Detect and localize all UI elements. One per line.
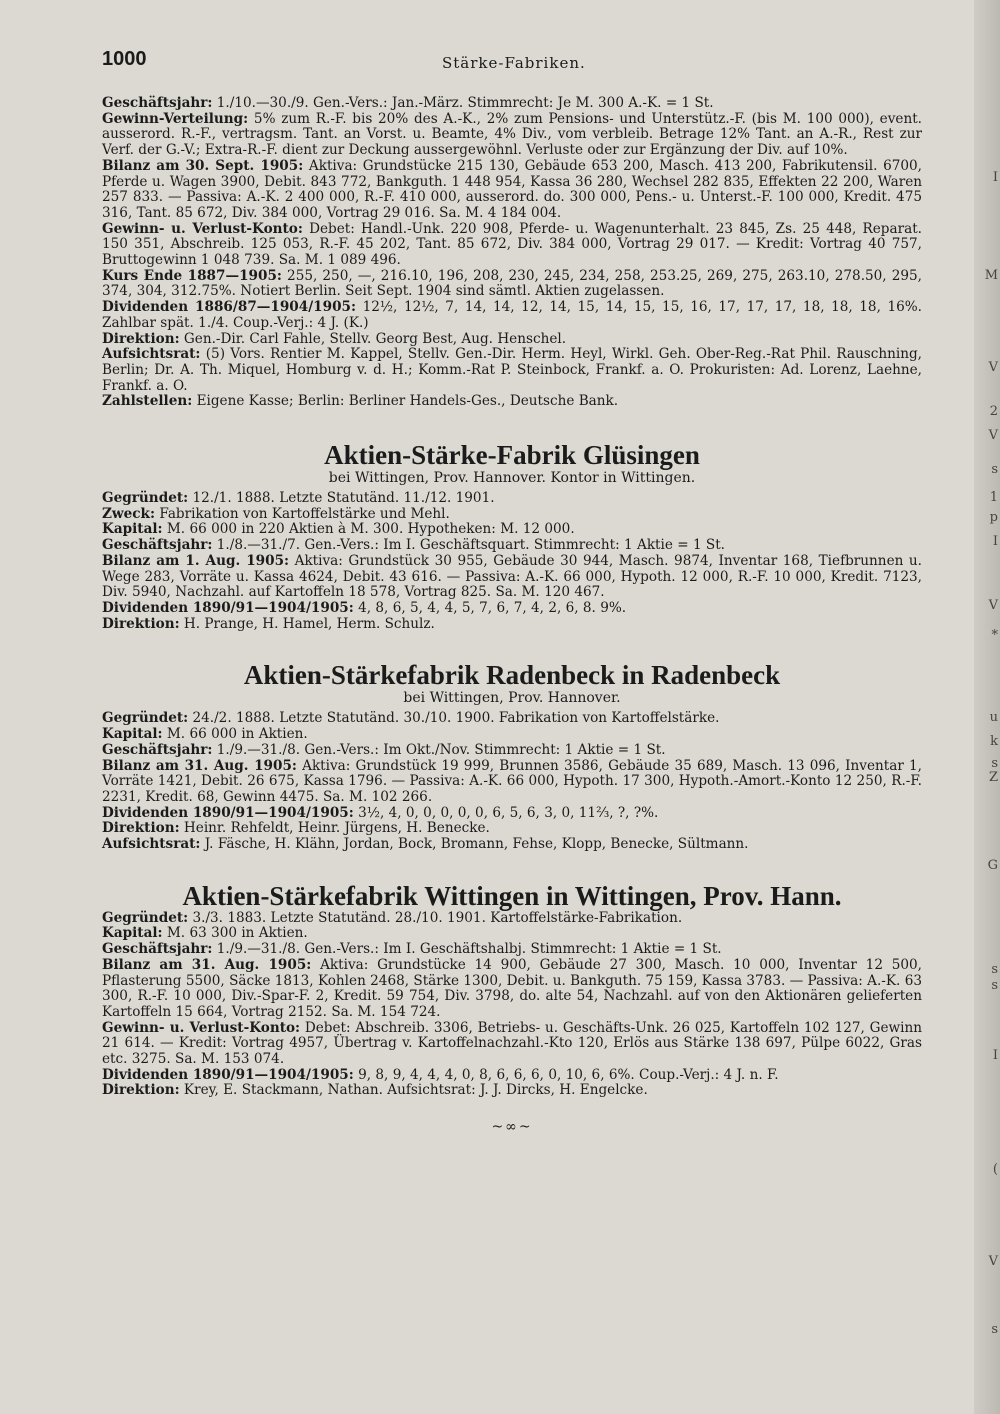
- field-label: Bilanz am 31. Aug. 1905:: [102, 757, 297, 774]
- entry-paragraph: [102, 347, 922, 394]
- field-label: Zweck:: [102, 505, 155, 522]
- company-title: Aktien-Stärke-Fabrik Glüsingen: [324, 440, 700, 471]
- entry-paragraph: [102, 159, 922, 222]
- entry-paragraph: [102, 222, 922, 269]
- margin-letter: G: [987, 858, 998, 873]
- field-label: Direktion:: [102, 615, 180, 632]
- field-label: Gegründet:: [102, 710, 189, 727]
- field-label: Direktion:: [102, 1082, 180, 1099]
- adjacent-page-letters: [986, 0, 1000, 1414]
- field-text: 12./1. 1888. Letzte Statutänd. 11./12. 1901.: [188, 490, 495, 507]
- field-label: Kapital:: [102, 726, 163, 743]
- field-label: Bilanz am 1. Aug. 1905:: [102, 552, 290, 569]
- field-label: Dividenden 1890/91—1904/1905:: [102, 804, 354, 821]
- margin-letter: 2: [989, 404, 998, 419]
- margin-letter: V: [988, 598, 998, 613]
- margin-letter: s: [991, 1322, 998, 1337]
- field-text: 1./9.—31./8. Gen.-Vers.: Im Okt./Nov. Stimmrecht: 1 Aktie = 1 St.: [212, 741, 666, 758]
- entry-paragraph: [102, 711, 922, 727]
- field-text: M. 63 300 in Aktien.: [162, 925, 308, 942]
- margin-letter: V: [988, 360, 998, 375]
- field-label: Aufsichtsrat:: [102, 836, 201, 853]
- field-label: Aufsichtsrat:: [102, 346, 201, 363]
- field-label: Dividenden 1886/87—1904/1905:: [102, 299, 357, 316]
- entry-paragraph: [102, 911, 922, 927]
- page-number: 1000: [102, 48, 147, 70]
- margin-letter: p: [989, 510, 998, 525]
- field-text: Debet: Handl.-Unk. 220 908, Pferde- u. Wagenunterhalt. 23 845, Zs. 25 448, Reparat. 150 351, Abschreib. 125 053, R.-F. 45 202, Tant. 85 672, Div. 384 000, Vortrag 29 017. — Kredit: Vortrag 40 757, Bruttogewinn 1 048 739. Sa. M. 1 089 496.: [102, 220, 922, 269]
- footer-ornament: ~∞~: [491, 1119, 533, 1136]
- field-text: Aktiva: Grundstücke 14 900, Gebäude 27 300, Masch. 10 000, Inventar 12 500, Pflasterung 5500, Säcke 1813, Kohlen 2468, Stärke 1300, Debit. u. Bankguth. 75 159, Kassa 3783. — Passiva: A.-K. 63 300, R.-F. 10 000, Div.-Spar-F. 2, Kredit. 59 754, Div. 3798, do. alte 54, Nachzahl. auf von den Aktionären gelieferten Kartoffeln 15 664, Vortrag 2152. Sa. M. 154 724.: [102, 956, 922, 1020]
- field-text: 1./10.—30./9. Gen.-Vers.: Jan.-März. Stimmrecht: Je M. 300 A.-K. = 1 St.: [212, 95, 714, 111]
- margin-letter: *: [991, 628, 998, 643]
- entry-paragraph: [102, 958, 922, 1021]
- entry-paragraph: [102, 491, 922, 507]
- entry-paragraph: [102, 806, 922, 822]
- field-text: 12½, 12½, 7, 14, 14, 12, 14, 15, 14, 15, 15, 16, 17, 17, 17, 18, 18, 18, 16%. Zahlbar spät. 1./4. Coup.-Verj.: 4 J. (K.): [102, 299, 922, 331]
- entry-paragraph: [102, 1021, 922, 1068]
- entry-paragraph: [102, 727, 922, 743]
- field-text: J. Fäsche, H. Klähn, Jordan, Bock, Bromann, Fehse, Klopp, Benecke, Sültmann.: [200, 836, 749, 853]
- field-label: Kapital:: [102, 925, 163, 942]
- field-label: Gewinn- u. Verlust-Konto:: [102, 220, 303, 237]
- margin-letter: M: [984, 268, 998, 283]
- field-text: Debet: Abschreib. 3306, Betriebs- u. Geschäfts-Unk. 26 025, Kartoffeln 102 127, Gewinn 21 614. — Kredit: Vortrag 4957, Übertrag v. Kartoffelnachzahl.-Kto 120, Erlös aus Stärke 138 697, Pülpe 6022, Gras etc. 3275. Sa. M. 153 074.: [102, 1019, 922, 1068]
- field-label: Kurs Ende 1887—1905:: [102, 267, 282, 284]
- entry-paragraph: [102, 300, 922, 331]
- field-text: Aktiva: Grundstücke 215 130, Gebäude 653 200, Masch. 413 200, Fabrikutensil. 6700, Pferde u. Wagen 3900, Debit. 843 772, Bankguth. 1 448 954, Kassa 36 280, Wechsel 282 835, Effekten 22 200, Waren 257 833. — Passiva: A.-K. 2 400 000, R.-F. 410 000, ausserord. do. 300 000, Pens.- u. Unterst.-F. 100 000, Kredit. 475 316, Tant. 85 672, Div. 384 000, Vortrag 29 016. Sa. M. 4 184 004.: [102, 157, 922, 221]
- company-section-radenbeck: [102, 660, 922, 852]
- entry-paragraph: [102, 942, 922, 958]
- entry-paragraph: [102, 507, 922, 523]
- field-label: Bilanz am 31. Aug. 1905:: [102, 956, 312, 973]
- margin-letter: V: [988, 428, 998, 443]
- field-text: 1./8.—31./7. Gen.-Vers.: Im I. Geschäftsquart. Stimmrecht: 1 Aktie = 1 St.: [212, 537, 726, 554]
- entry-paragraph: [102, 394, 922, 410]
- field-text: 255, 250, —, 216.10, 196, 208, 230, 245, 234, 258, 253.25, 269, 275, 263.10, 278.50, 295, 374, 304, 312.75%. Notiert Berlin. Seit Sept. 1904 sind sämtl. Aktien zugelassen.: [102, 267, 923, 300]
- company-details: [102, 711, 922, 852]
- entry-paragraph: [102, 269, 922, 300]
- entry-paragraph: [102, 601, 922, 617]
- field-text: 1./9.—31./8. Gen.-Vers.: Im I. Geschäftshalbj. Stimmrecht: 1 Aktie = 1 St.: [212, 941, 722, 958]
- margin-letter: s: [991, 962, 998, 977]
- entry-paragraph: [102, 617, 922, 633]
- entry-paragraph: [102, 522, 922, 538]
- field-label: Kapital:: [102, 521, 163, 538]
- margin-letter: s: [991, 462, 998, 477]
- field-label: Geschäftsjahr:: [102, 95, 213, 111]
- page-content: [102, 48, 922, 1135]
- entry-paragraph: [102, 1083, 922, 1099]
- company-section-wittingen: [102, 881, 922, 1099]
- field-label: Gewinn- u. Verlust-Konto:: [102, 1019, 301, 1036]
- field-text: Aktiva: Grundstück 19 999, Brunnen 3586, Gebäude 35 689, Masch. 13 096, Inventar 1, Vorräte 1421, Debit. 26 675, Kassa 1796. — Passiva: A.-K. 66 000, Hypoth. 17 300, Hypoth.-Amort.-Konto 12 250, R.-F. 2231, Kredit. 68, Gewinn 4475. Sa. M. 102 266.: [102, 757, 922, 805]
- margin-letter: 1: [989, 490, 998, 505]
- field-label: Gegründet:: [102, 490, 189, 507]
- company-subtitle: bei Wittingen, Prov. Hannover. Kontor in Wittingen.: [328, 470, 696, 487]
- company-title: Aktien-Stärkefabrik Radenbeck in Radenbeck: [243, 660, 781, 691]
- field-text: 5% zum R.-F. bis 20% des A.-K., 2% zum Pensions- und Unterstütz.-F. (bis M. 100 000), event. ausserord. R.-F., vertragsm. Tant. an Vorst. u. Beamte, 4% Div., vom verbleib. Betrage 12% Tant. an A.-R., Rest zur Verf. der G.-V.; Extra-R.-F. dient zur Deckung aussergewöhnl. Verluste oder zur Ergänzung der Div. auf 10%.: [102, 110, 922, 159]
- field-text: (5) Vors. Rentier M. Kappel, Stellv. Gen.-Dir. Herm. Heyl, Wirkl. Geh. Ober-Reg.-Rat Phil. Rauschning, Berlin; Dr. A. Th. Miquel, Homburg v. d. H.; Komm.-Rat P. Steinbock, Frankf. a. O. Prokuristen: Ad. Lorenz, Laehne, Frankf. a. O.: [102, 346, 922, 394]
- field-text: Heinr. Rehfeldt, Heinr. Jürgens, H. Benecke.: [179, 820, 490, 837]
- entry-paragraph: [102, 743, 922, 759]
- margin-letter: V: [988, 1254, 998, 1269]
- field-text: 24./2. 1888. Letzte Statutänd. 30./10. 1900. Fabrikation von Kartoffelstärke.: [188, 710, 720, 727]
- field-text: Fabrikation von Kartoffelstärke und Mehl.: [155, 505, 450, 522]
- field-label: Direktion:: [102, 820, 180, 837]
- margin-letter: k: [990, 734, 998, 749]
- company-details: [102, 491, 922, 632]
- field-label: Geschäftsjahr:: [102, 741, 213, 758]
- page-header: [102, 48, 922, 74]
- margin-letter: s: [991, 756, 998, 771]
- field-label: Direktion:: [102, 330, 180, 347]
- field-text: H. Prange, H. Hamel, Herm. Schulz.: [179, 615, 435, 632]
- entry-paragraph: [102, 554, 922, 601]
- entry-paragraph: [102, 926, 922, 942]
- field-label: Bilanz am 30. Sept. 1905:: [102, 157, 304, 174]
- entry-paragraph: [102, 112, 922, 159]
- field-label: Gegründet:: [102, 909, 189, 926]
- field-label: Zahlstellen:: [102, 393, 193, 410]
- field-label: Gewinn-Verteilung:: [102, 110, 249, 127]
- margin-letter: I: [992, 534, 998, 549]
- field-label: Geschäftsjahr:: [102, 537, 213, 554]
- entry-continued: [102, 96, 922, 410]
- entry-paragraph: [102, 837, 922, 853]
- entry-paragraph: [102, 1068, 922, 1084]
- field-text: M. 66 000 in 220 Aktien à M. 300. Hypotheken: M. 12 000.: [162, 521, 575, 538]
- entry-paragraph: [102, 96, 922, 112]
- entry-paragraph: [102, 759, 922, 806]
- field-label: Dividenden 1890/91—1904/1905:: [102, 1066, 354, 1083]
- field-text: 3./3. 1883. Letzte Statutänd. 28./10. 1901. Kartoffelstärke-Fabrikation.: [188, 909, 683, 926]
- entry-paragraph: [102, 821, 922, 837]
- entry-paragraph: [102, 538, 922, 554]
- field-text: 9, 8, 9, 4, 4, 4, 0, 8, 6, 6, 6, 0, 10, 6, 6%. Coup.-Verj.: 4 J. n. F.: [353, 1066, 779, 1083]
- margin-letter: (: [992, 1162, 998, 1177]
- field-text: Aktiva: Grundstück 30 955, Gebäude 30 944, Masch. 9874, Inventar 168, Tiefbrunnen u. Wege 283, Vorräte u. Kassa 4624, Debit. 43 616. — Passiva: A.-K. 66 000, Hypoth. 12 000, R.-F. 10 000, Kredit. 7123, Div. 5940, Nachzahl. auf Kartoffeln 18 578, Vortrag 825. Sa. M. 120 467.: [102, 552, 923, 601]
- margin-letter: s: [991, 978, 998, 993]
- entry-paragraph: [102, 332, 922, 348]
- field-text: M. 66 000 in Aktien.: [162, 726, 308, 743]
- field-label: Geschäftsjahr:: [102, 941, 213, 958]
- company-details: [102, 911, 922, 1099]
- margin-letter: u: [989, 710, 998, 725]
- company-subtitle: bei Wittingen, Prov. Hannover.: [403, 690, 621, 707]
- company-section-gluesingen: [102, 440, 922, 632]
- margin-letter: Z: [988, 770, 998, 785]
- field-text: 3½, 4, 0, 0, 0, 0, 0, 6, 5, 6, 3, 0, 11⅔, ?, ?%.: [353, 804, 659, 821]
- running-head: Stärke-Fabriken.: [442, 54, 586, 72]
- company-title: Aktien-Stärkefabrik Wittingen in Wittingen, Prov. Hann.: [182, 880, 842, 911]
- margin-letter: I: [992, 170, 998, 185]
- field-text: Eigene Kasse; Berlin: Berliner Handels-Ges., Deutsche Bank.: [192, 393, 619, 410]
- field-text: Krey, E. Stackmann, Nathan. Aufsichtsrat: J. J. Dircks, H. Engelcke.: [179, 1082, 648, 1099]
- margin-letter: I: [992, 1048, 998, 1063]
- field-label: Dividenden 1890/91—1904/1905:: [102, 599, 354, 616]
- field-text: 4, 8, 6, 5, 4, 4, 5, 7, 6, 7, 4, 2, 6, 8. 9%.: [353, 599, 627, 616]
- field-text: Gen.-Dir. Carl Fahle, Stellv. Georg Best, Aug. Henschel.: [179, 330, 567, 347]
